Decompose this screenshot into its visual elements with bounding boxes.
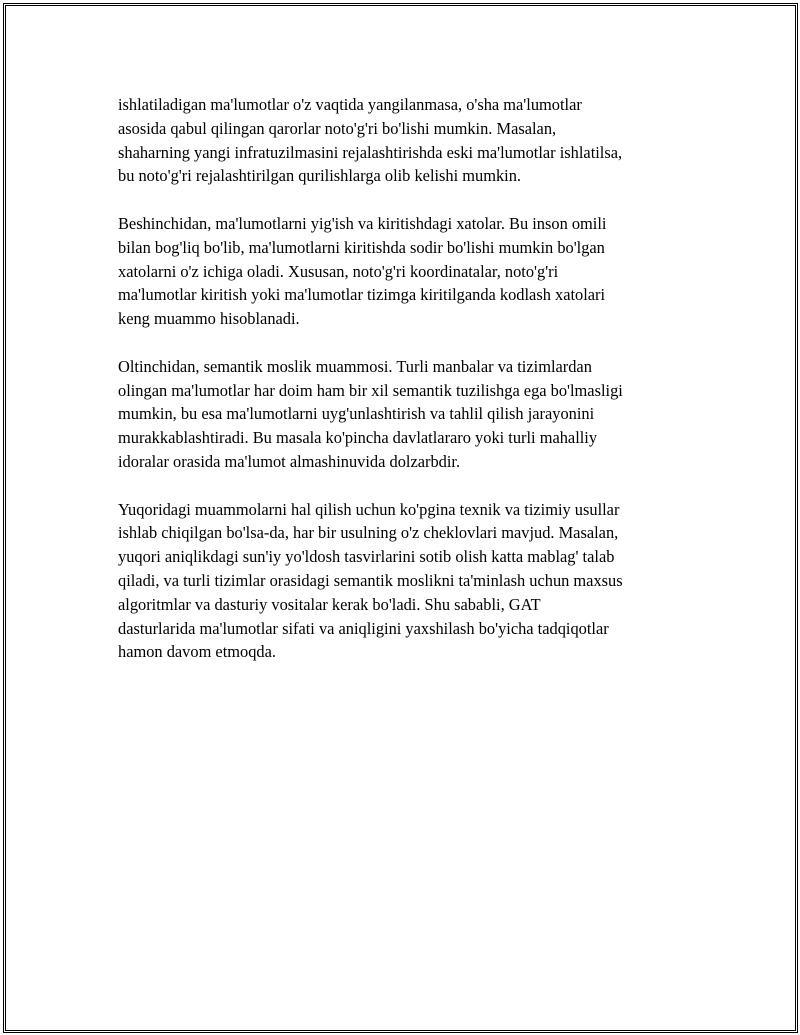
text-line: olingan ma'lumotlar har doim ham bir xil semantik tuzilishga ega bo'lmasligi <box>118 380 623 400</box>
text-line: asosida qabul qilingan qarorlar noto'g'ri bo'lishi mumkin. Masalan, <box>118 118 557 138</box>
text-line: Yuqoridagi muammolarni hal qilish uchun ko'pgina texnik va tizimiy usullar <box>118 499 620 519</box>
text-line: Oltinchidan, semantik moslik muammosi. Turli manbalar va tizimlardan <box>118 356 592 376</box>
document-body <box>118 93 698 688</box>
text-line: mumkin, bu esa ma'lumotlarni uyg'unlashtirish va tahlil qilish jarayonini <box>118 404 595 424</box>
text-line: algoritmlar va dasturiy vositalar kerak bo'ladi. Shu sababli, GAT <box>118 594 541 614</box>
paragraph-1 <box>118 93 698 188</box>
text-line: ishlatiladigan ma'lumotlar o'z vaqtida yangilanmasa, o'sha ma'lumotlar <box>118 95 582 114</box>
text-line: dasturlarida ma'lumotlar sifati va aniqligini yaxshilash bo'yicha tadqiqotlar <box>118 618 609 638</box>
paragraph-4 <box>118 498 698 665</box>
text-line: xatolarni o'z ichiga oladi. Xususan, noto'g'ri koordinatalar, noto'g'ri <box>118 261 559 281</box>
text-line: ishlab chiqilgan bo'lsa-da, har bir usulning o'z cheklovlari mavjud. Masalan, <box>118 523 619 543</box>
text-line: idoralar orasida ma'lumot almashinuvida dolzarbdir. <box>118 451 461 471</box>
text-line: bilan bog'liq bo'lib, ma'lumotlarni kiritishda sodir bo'lishi mumkin bo'lgan <box>118 237 605 257</box>
text-line: hamon davom etmoqda. <box>118 642 276 662</box>
text-line: yuqori aniqlikdagi sun'iy yo'ldosh tasvirlarini sotib olish katta mablag' talab <box>118 547 615 567</box>
text-line: murakkablashtiradi. Bu masala ko'pincha davlatlararo yoki turli mahalliy <box>118 428 598 448</box>
text-line: Beshinchidan, ma'lumotlarni yig'ish va kiritishdagi xatolar. Bu inson omili <box>118 213 607 233</box>
text-line: keng muammo hisoblanadi. <box>118 309 300 329</box>
paragraph-2 <box>118 212 698 331</box>
text-line: qiladi, va turli tizimlar orasidagi semantik moslikni ta'minlash uchun maxsus <box>118 570 623 590</box>
text-line: shaharning yangi infratuzilmasini rejalashtirishda eski ma'lumotlar ishlatilsa, <box>118 142 623 162</box>
text-line: ma'lumotlar kiritish yoki ma'lumotlar tizimga kiritilganda kodlash xatolari <box>118 285 606 305</box>
text-line: bu noto'g'ri rejalashtirilgan qurilishlarga olib kelishi mumkin. <box>118 166 522 186</box>
paragraph-3 <box>118 355 698 474</box>
